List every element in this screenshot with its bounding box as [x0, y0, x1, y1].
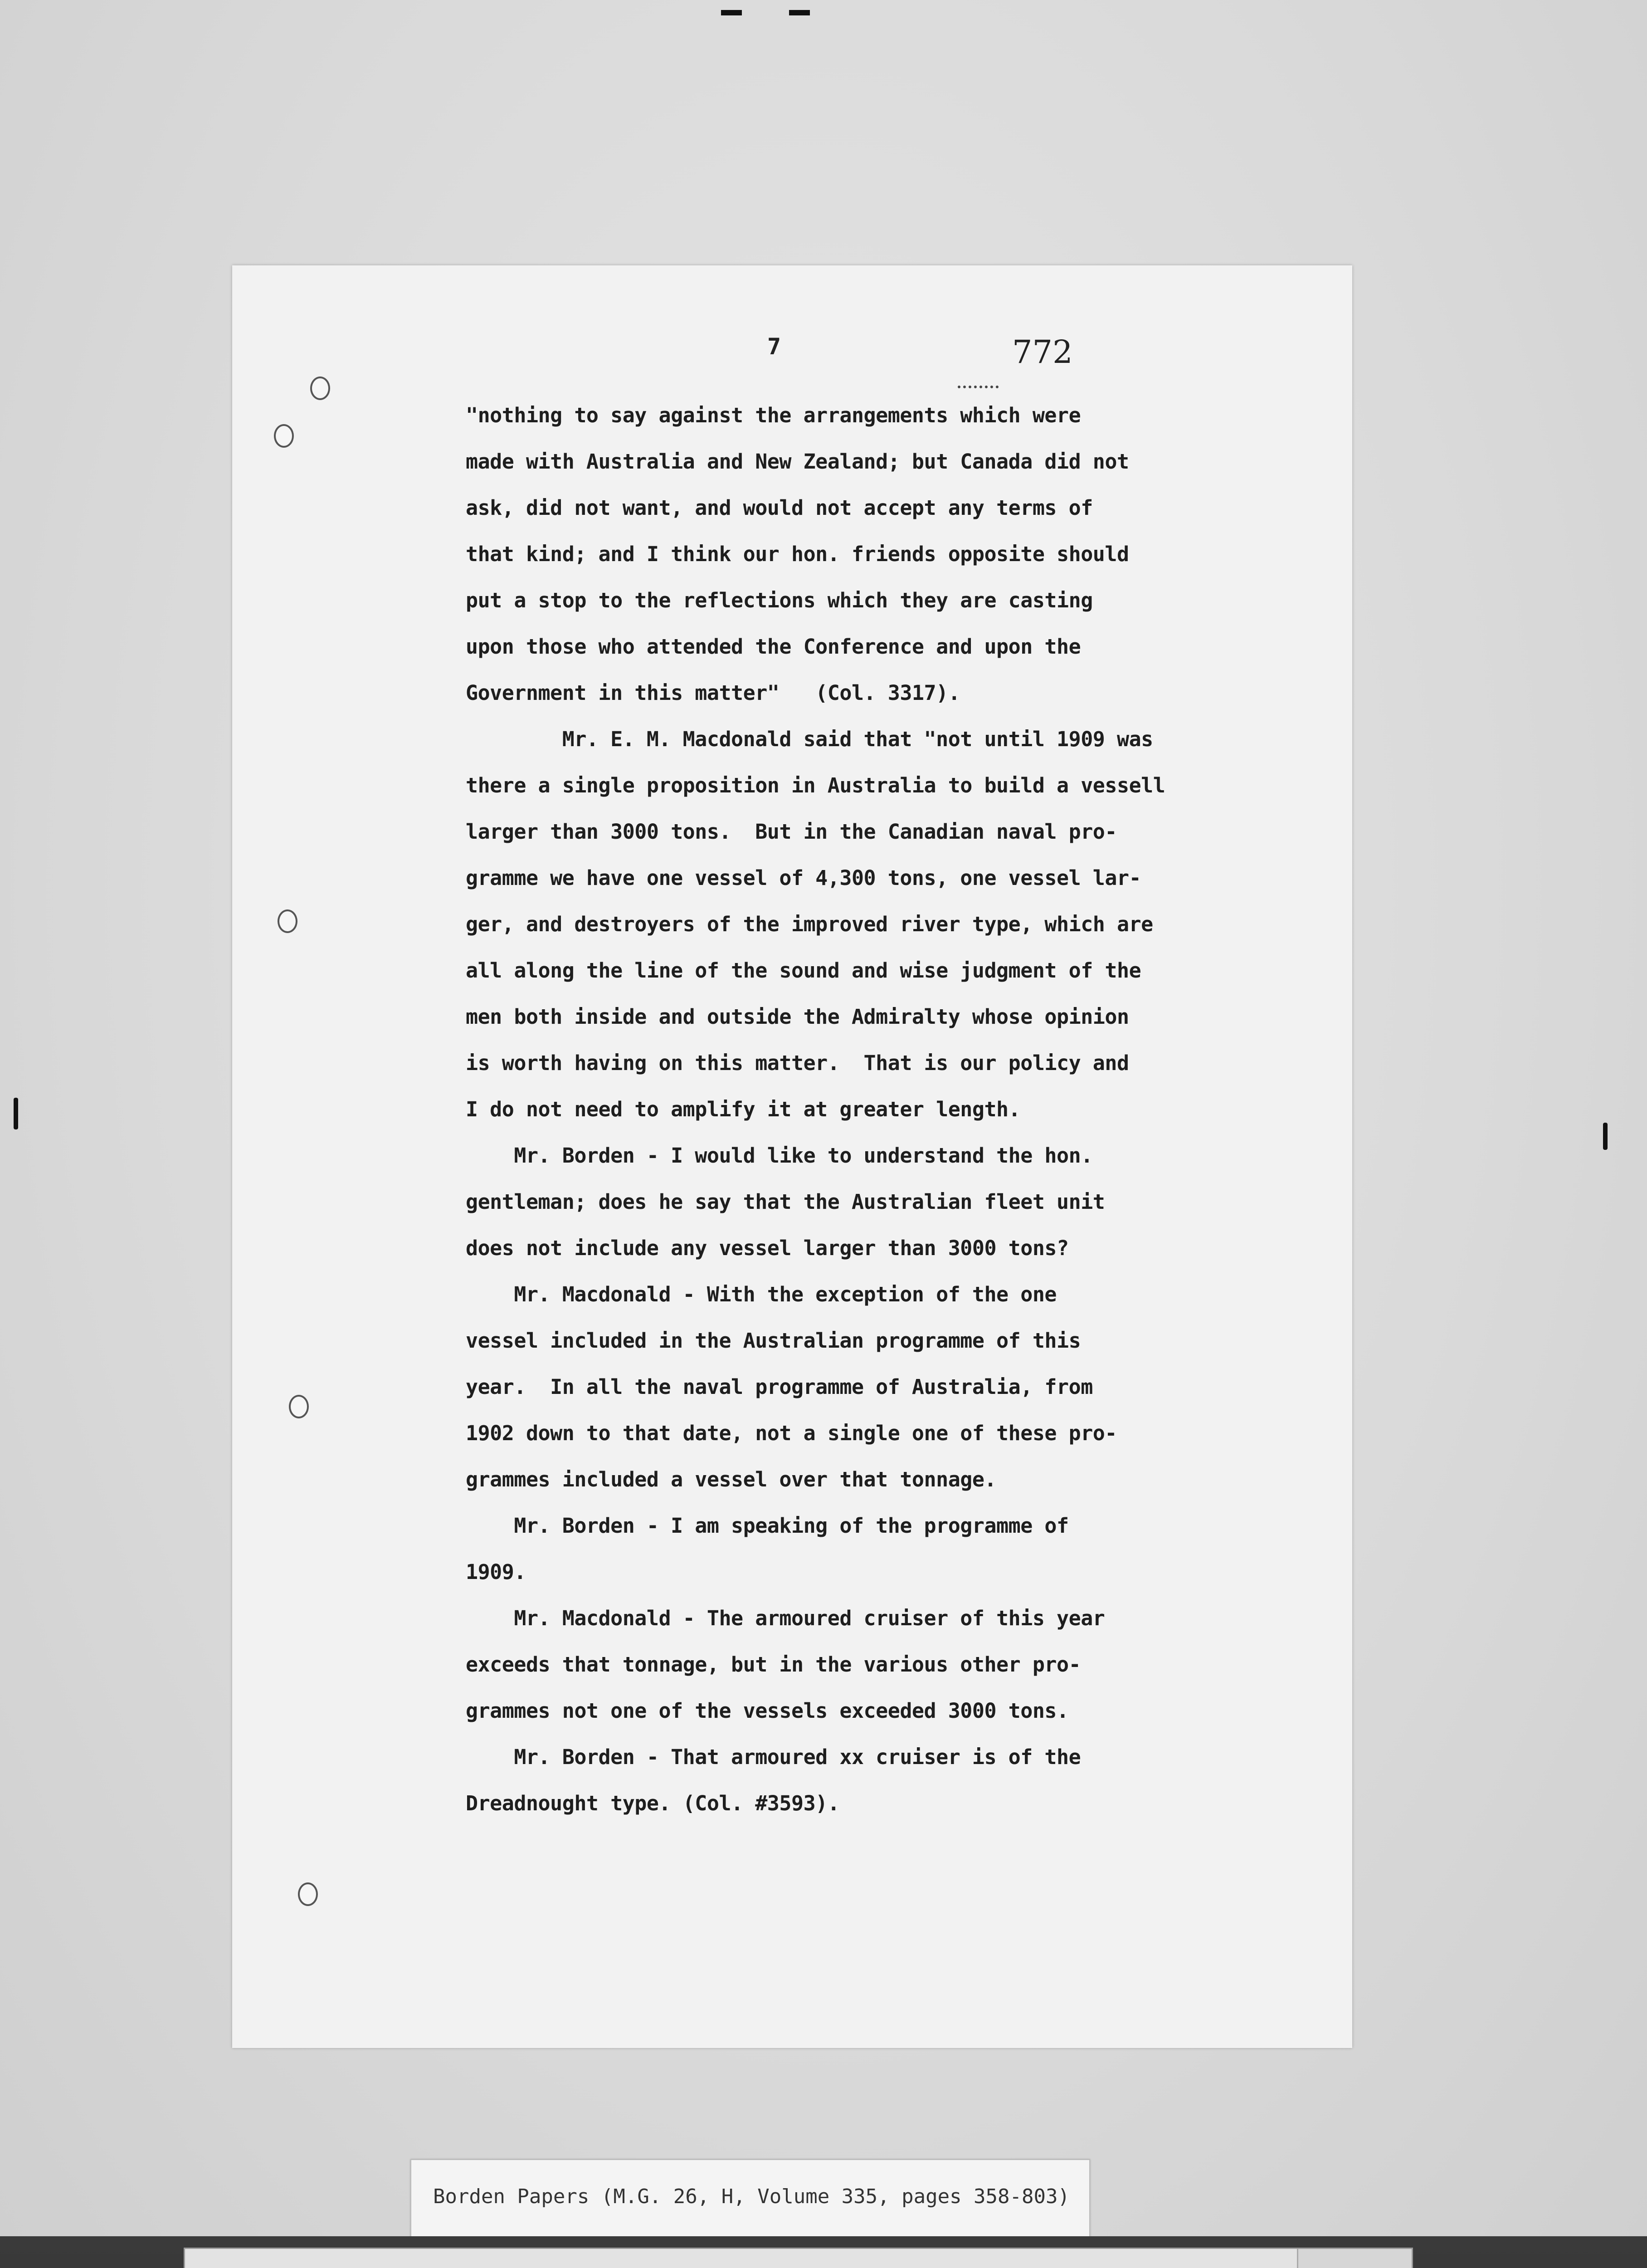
- text-line: Government in this matter" (Col. 3317).: [466, 681, 960, 705]
- text-line: year. In all the naval programme of Australia, from: [466, 1375, 1093, 1399]
- binder-hole: [298, 1882, 318, 1906]
- collection-label: [410, 2159, 1090, 2238]
- right-edge-mark: [1603, 1123, 1608, 1150]
- archive-card-edge: [1297, 2249, 1412, 2268]
- text-line: put a stop to the reflections which they are casting: [466, 588, 1093, 612]
- text-line: 1902 down to that date, not a single one of these pro-: [466, 1421, 1117, 1445]
- text-line: does not include any vessel larger than 3000 tons?: [466, 1236, 1069, 1260]
- collection-label-text: Borden Papers (M.G. 26, H, Volume 335, pages 358-803): [433, 2185, 1070, 2208]
- left-edge-mark: [14, 1098, 18, 1129]
- text-line: upon those who attended the Conference and upon the: [466, 635, 1081, 659]
- binder-hole: [289, 1395, 309, 1418]
- text-line: exceeds that tonnage, but in the various other pro-: [466, 1652, 1081, 1677]
- text-line: gramme we have one vessel of 4,300 tons, one vessel lar-: [466, 866, 1141, 890]
- text-line: men both inside and outside the Admiralty whose opinion: [466, 1005, 1129, 1029]
- text-line: Mr. E. M. Macdonald said that "not until 1909 was: [466, 727, 1153, 751]
- text-line: gentleman; does he say that the Australian fleet unit: [466, 1190, 1105, 1214]
- text-line: 1909.: [466, 1560, 526, 1584]
- text-line: Mr. Borden - I am speaking of the programme of: [466, 1514, 1069, 1538]
- folio-number: 772: [1012, 333, 1073, 371]
- folio-underline: [958, 386, 999, 388]
- binder-hole: [274, 424, 294, 448]
- text-line: Mr. Borden - That armoured xx cruiser is of the: [466, 1745, 1081, 1769]
- text-line: Dreadnought type. (Col. #3593).: [466, 1791, 840, 1815]
- text-line: grammes included a vessel over that tonnage.: [466, 1467, 997, 1491]
- text-line: made with Australia and New Zealand; but Canada did not: [466, 450, 1129, 474]
- binder-hole: [310, 376, 330, 400]
- text-line: larger than 3000 tons. But in the Canadian naval pro-: [466, 820, 1117, 844]
- text-line: I do not need to amplify it at greater length.: [466, 1097, 1021, 1121]
- text-line: that kind; and I think our hon. friends opposite should: [466, 542, 1129, 566]
- typed-text: [466, 392, 1327, 1827]
- document-sheet: [232, 265, 1352, 2048]
- text-line: there a single proposition in Australia to build a vessell: [466, 773, 1165, 797]
- film-top-marks: [721, 10, 821, 19]
- text-line: grammes not one of the vessels exceeded 3000 tons.: [466, 1699, 1069, 1723]
- binder-hole: [278, 909, 297, 933]
- page-number: 7: [767, 333, 781, 360]
- text-line: "nothing to say against the arrangements which were: [466, 403, 1081, 427]
- text-line: Mr. Macdonald - With the exception of the one: [466, 1282, 1057, 1306]
- text-line: Mr. Borden - I would like to understand the hon.: [466, 1144, 1093, 1168]
- text-line: is worth having on this matter. That is our policy and: [466, 1051, 1129, 1075]
- text-line: Mr. Macdonald - The armoured cruiser of this year: [466, 1606, 1105, 1630]
- text-line: ger, and destroyers of the improved river type, which are: [466, 912, 1153, 936]
- archive-card: [184, 2248, 1413, 2268]
- text-line: ask, did not want, and would not accept any terms of: [466, 496, 1093, 520]
- text-line: all along the line of the sound and wise judgment of the: [466, 958, 1141, 982]
- text-line: vessel included in the Australian programme of this: [466, 1329, 1081, 1353]
